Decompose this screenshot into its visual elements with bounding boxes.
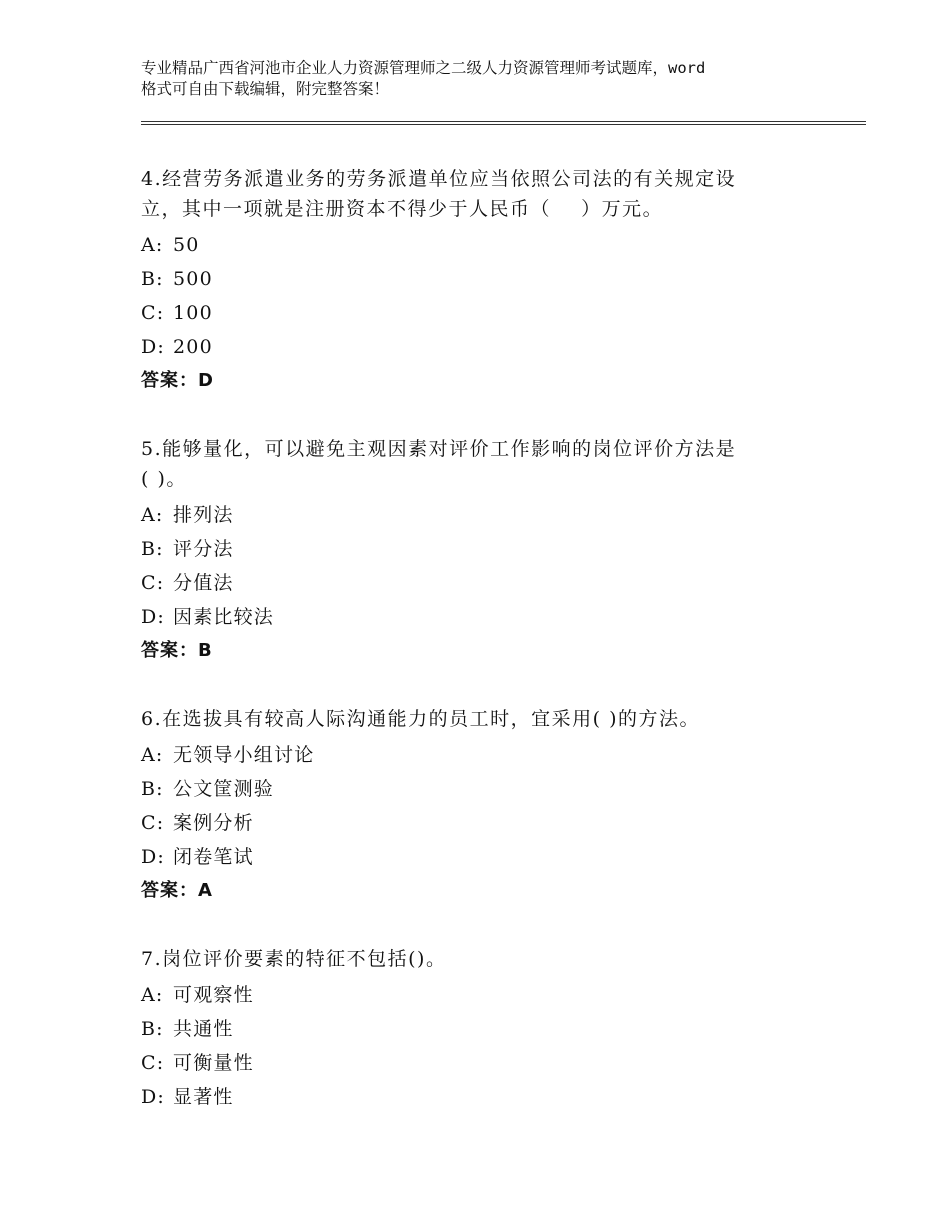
option-b: [141, 262, 791, 296]
option-label: C:: [141, 1052, 165, 1074]
question-stem-line-2: ( )。: [141, 468, 187, 490]
option-label: A:: [141, 504, 164, 526]
option-label: A:: [141, 984, 164, 1006]
question-stem: [141, 434, 791, 494]
question-stem-line-1: 6.在选拔具有较高人际沟通能力的员工时，宜采用( )的方法。: [141, 708, 700, 730]
option-b: [141, 532, 791, 566]
option-c: [141, 566, 791, 600]
option-label: B:: [141, 268, 164, 290]
option-text: 评分法: [173, 538, 234, 560]
option-a: [141, 738, 791, 772]
option-text: 可衡量性: [173, 1052, 254, 1074]
header-divider-bottom: [141, 124, 866, 125]
question-6: [141, 704, 791, 908]
question-stem-line-1: 4.经营劳务派遣业务的劳务派遣单位应当依照公司法的有关规定设: [141, 168, 737, 190]
option-label: D:: [141, 606, 166, 628]
option-text: 共通性: [173, 1018, 234, 1040]
option-text: 因素比较法: [173, 606, 275, 628]
option-text: 可观察性: [173, 984, 254, 1006]
answer-line: 答案：D: [141, 370, 214, 391]
option-label: C:: [141, 572, 165, 594]
header-line-1: 专业精品广西省河池市企业人力资源管理师之二级人力资源管理师考试题库，word: [141, 59, 706, 77]
question-list: [141, 164, 791, 1150]
option-label: D:: [141, 336, 166, 358]
answer-line: 答案：A: [141, 880, 213, 901]
document-header: [141, 58, 841, 100]
question-stem-line-2: 立，其中一项就是注册资本不得少于人民币（ ）万元。: [141, 198, 664, 220]
option-text: 分值法: [173, 572, 234, 594]
option-d: [141, 840, 791, 874]
option-text: 50: [173, 234, 200, 256]
option-a: [141, 498, 791, 532]
option-label: B:: [141, 538, 164, 560]
option-c: [141, 1046, 791, 1080]
option-label: A:: [141, 234, 164, 256]
option-text: 案例分析: [173, 812, 254, 834]
answer-line: 答案：B: [141, 640, 213, 661]
option-label: D:: [141, 1086, 166, 1108]
header-divider-top: [141, 121, 866, 122]
option-label: B:: [141, 778, 164, 800]
option-label: A:: [141, 744, 164, 766]
question-stem: [141, 704, 791, 734]
question-stem-line-1: 5.能够量化，可以避免主观因素对评价工作影响的岗位评价方法是: [141, 438, 737, 460]
option-text: 显著性: [173, 1086, 234, 1108]
option-label: C:: [141, 812, 165, 834]
option-d: [141, 600, 791, 634]
option-label: D:: [141, 846, 166, 868]
question-stem-line-1: 7.岗位评价要素的特征不包括()。: [141, 948, 447, 970]
question-stem: [141, 944, 791, 974]
option-c: [141, 806, 791, 840]
option-b: [141, 772, 791, 806]
question-7: [141, 944, 791, 1114]
option-c: [141, 296, 791, 330]
option-d: [141, 330, 791, 364]
option-text: 500: [173, 268, 213, 290]
option-a: [141, 978, 791, 1012]
option-a: [141, 228, 791, 262]
option-d: [141, 1080, 791, 1114]
header-line-2: 格式可自由下载编辑，附完整答案！: [141, 80, 390, 98]
question-5: [141, 434, 791, 668]
option-text: 100: [173, 302, 213, 324]
option-text: 公文筐测验: [173, 778, 275, 800]
question-4: [141, 164, 791, 398]
option-label: B:: [141, 1018, 164, 1040]
option-text: 200: [173, 336, 213, 358]
option-label: C:: [141, 302, 165, 324]
option-text: 无领导小组讨论: [173, 744, 315, 766]
question-stem: [141, 164, 791, 224]
option-text: 闭卷笔试: [173, 846, 254, 868]
option-b: [141, 1012, 791, 1046]
option-text: 排列法: [173, 504, 234, 526]
